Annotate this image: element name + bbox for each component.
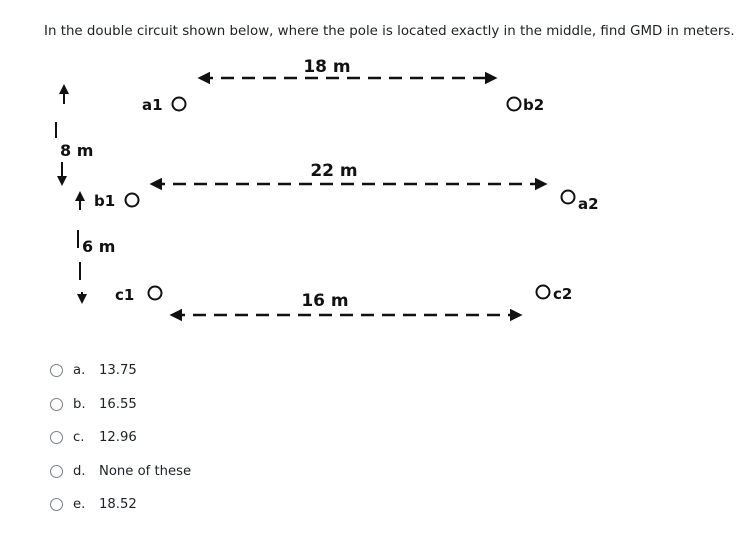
top-span-label: 18 m xyxy=(303,57,351,77)
conductor-b2-label: b2 xyxy=(523,96,545,114)
conductor-b1 xyxy=(126,194,139,207)
option-text: None of these xyxy=(99,463,192,479)
conductor-c1 xyxy=(149,287,162,300)
radio-button[interactable] xyxy=(50,431,63,444)
upper-vertical-label: 8 m xyxy=(60,141,94,160)
conductor-a2 xyxy=(562,191,575,204)
mid-span-label: 22 m xyxy=(310,161,358,181)
option-text: 12.96 xyxy=(99,430,137,446)
option-text: 18.52 xyxy=(99,497,137,513)
option-a[interactable] xyxy=(50,354,191,388)
radio-button[interactable] xyxy=(50,465,63,478)
option-text: 13.75 xyxy=(99,363,137,379)
option-letter: b. xyxy=(73,396,86,412)
radio-button[interactable] xyxy=(50,398,63,411)
radio-button[interactable] xyxy=(50,364,63,377)
option-c[interactable] xyxy=(50,421,191,455)
conductor-b1-label: b1 xyxy=(94,192,116,210)
conductor-c2-label: c2 xyxy=(553,285,573,303)
question-text: In the double circuit shown below, where the pole is located exactly in the middle, find GMD in meters. xyxy=(44,24,735,39)
answer-options xyxy=(50,354,191,522)
lower-vertical-label: 6 m xyxy=(82,237,116,256)
conductor-a2-label: a2 xyxy=(578,195,599,213)
option-letter: e. xyxy=(73,497,86,513)
radio-button[interactable] xyxy=(50,498,63,511)
option-b[interactable] xyxy=(50,388,191,422)
conductor-b2 xyxy=(508,98,521,111)
conductor-c1-label: c1 xyxy=(115,286,135,304)
option-letter: a. xyxy=(73,363,86,379)
option-letter: d. xyxy=(73,463,86,479)
bottom-span-label: 16 m xyxy=(301,291,349,311)
conductor-c2 xyxy=(537,286,550,299)
option-d[interactable] xyxy=(50,455,191,489)
option-letter: c. xyxy=(73,430,85,446)
option-e[interactable] xyxy=(50,488,191,522)
option-text: 16.55 xyxy=(99,396,137,412)
conductor-a1-label: a1 xyxy=(142,96,163,114)
conductor-a1 xyxy=(173,98,186,111)
